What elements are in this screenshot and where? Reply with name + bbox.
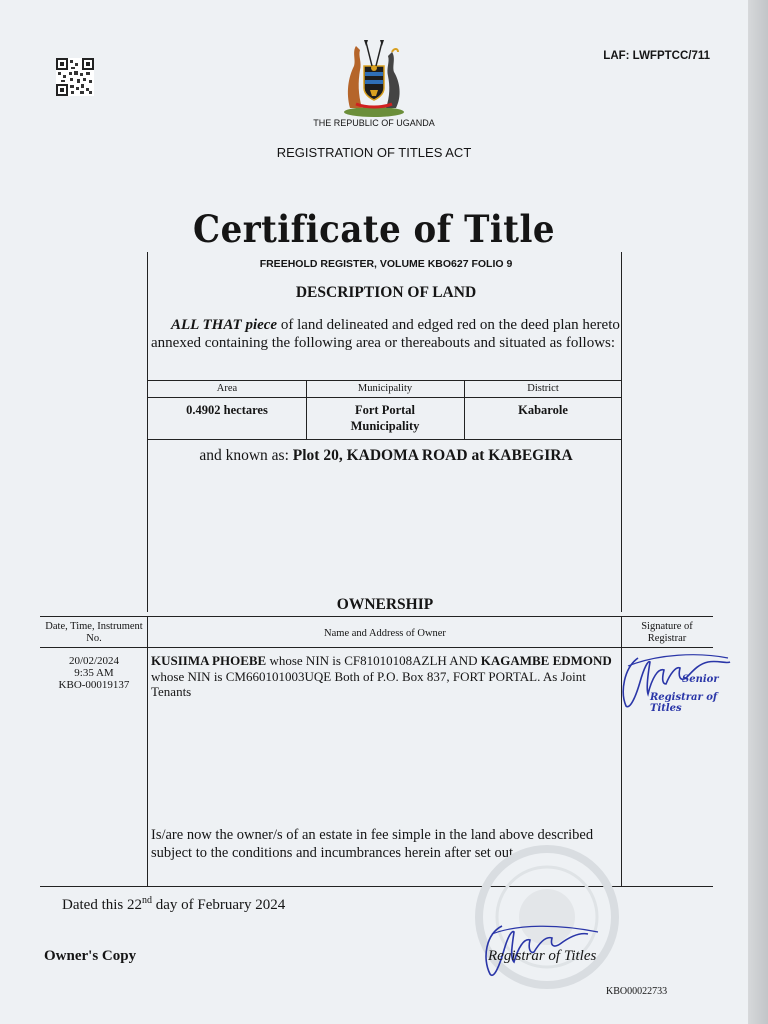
- certificate-serial: KBO00022733: [606, 986, 668, 997]
- area-column: [148, 380, 307, 440]
- dated-line: [62, 895, 285, 914]
- owner-column-header: Name and Address of Owner: [324, 628, 446, 639]
- qr-code: [56, 58, 94, 96]
- owners-copy-label: Owner's Copy: [44, 948, 137, 964]
- entry-date-cell: [40, 655, 148, 691]
- municipality-value: Fort Portal Municipality: [350, 403, 420, 433]
- act-title: REGISTRATION OF TITLES ACT: [276, 145, 472, 160]
- ownership-heading: OWNERSHIP: [336, 596, 434, 613]
- laf-code: LAF: LWFPTCC/711: [603, 50, 710, 62]
- entry-time: 9:35 AM: [74, 667, 114, 679]
- known-as-line: [150, 447, 622, 465]
- certificate-title: Certificate of Title: [193, 207, 555, 251]
- description-heading: DESCRIPTION OF LAND: [295, 284, 477, 301]
- registrar-of-titles-label: Registrar of Titles: [488, 948, 597, 964]
- dated-suffix-sup: nd: [142, 895, 152, 906]
- owner-text-2: whose NIN is CM660101003UQE Both of P.O. Box 837, FORT PORTAL. As Joint Tenants: [151, 668, 586, 699]
- ownership-header-rule: [40, 647, 713, 648]
- signature-title-senior: Senior: [682, 674, 719, 685]
- coat-of-arms-emblem: [336, 38, 412, 120]
- dated-prefix: Dated this 22: [62, 897, 142, 913]
- owner-name-1: KUSIIMA PHOEBE: [151, 653, 267, 668]
- district-header: District: [464, 380, 622, 398]
- signature-title-registrar: Registrar of Titles: [650, 692, 718, 714]
- republic-label: THE REPUBLIC OF UGANDA: [313, 118, 435, 128]
- entry-instrument: KBO-00019137: [58, 679, 130, 691]
- land-details-table: [148, 380, 622, 440]
- area-header: Area: [148, 380, 306, 398]
- district-value: Kabarole: [518, 403, 568, 417]
- signature-column-header: Signature of Registrar: [641, 621, 693, 644]
- area-value: 0.4902 hectares: [186, 403, 268, 417]
- entry-date: 20/02/2024: [68, 655, 120, 667]
- owner-name-2: KAGAMBE EDMOND: [480, 653, 612, 668]
- description-lead: ALL THAT piece: [171, 317, 278, 333]
- dated-suffix: day of February 2024: [152, 897, 286, 913]
- owner-entry: [151, 653, 621, 700]
- estate-statement: Is/are now the owner/s of an estate in fee simple in the land above described subject to the conditions and incumbrances herein after set out.: [151, 827, 594, 861]
- district-column: [464, 380, 622, 440]
- plot-address: Plot 20, KADOMA ROAD at KABEGIRA: [292, 447, 573, 464]
- description-text: [151, 316, 621, 352]
- municipality-column: [306, 380, 465, 440]
- ownership-top-rule: [40, 616, 713, 617]
- municipality-header: Municipality: [306, 380, 464, 398]
- known-as-prefix: and known as:: [199, 447, 293, 464]
- description-body: of land delineated and edged red on the deed plan hereto annexed containing the following area or thereabouts and situated as follows:: [151, 317, 620, 351]
- owner-text-1: whose NIN is CF81010108AZLH AND: [266, 653, 481, 668]
- register-reference: FREEHOLD REGISTER, VOLUME KBO627 FOLIO 9: [259, 258, 513, 270]
- date-column-header: Date, Time, Instrument No.: [45, 621, 143, 644]
